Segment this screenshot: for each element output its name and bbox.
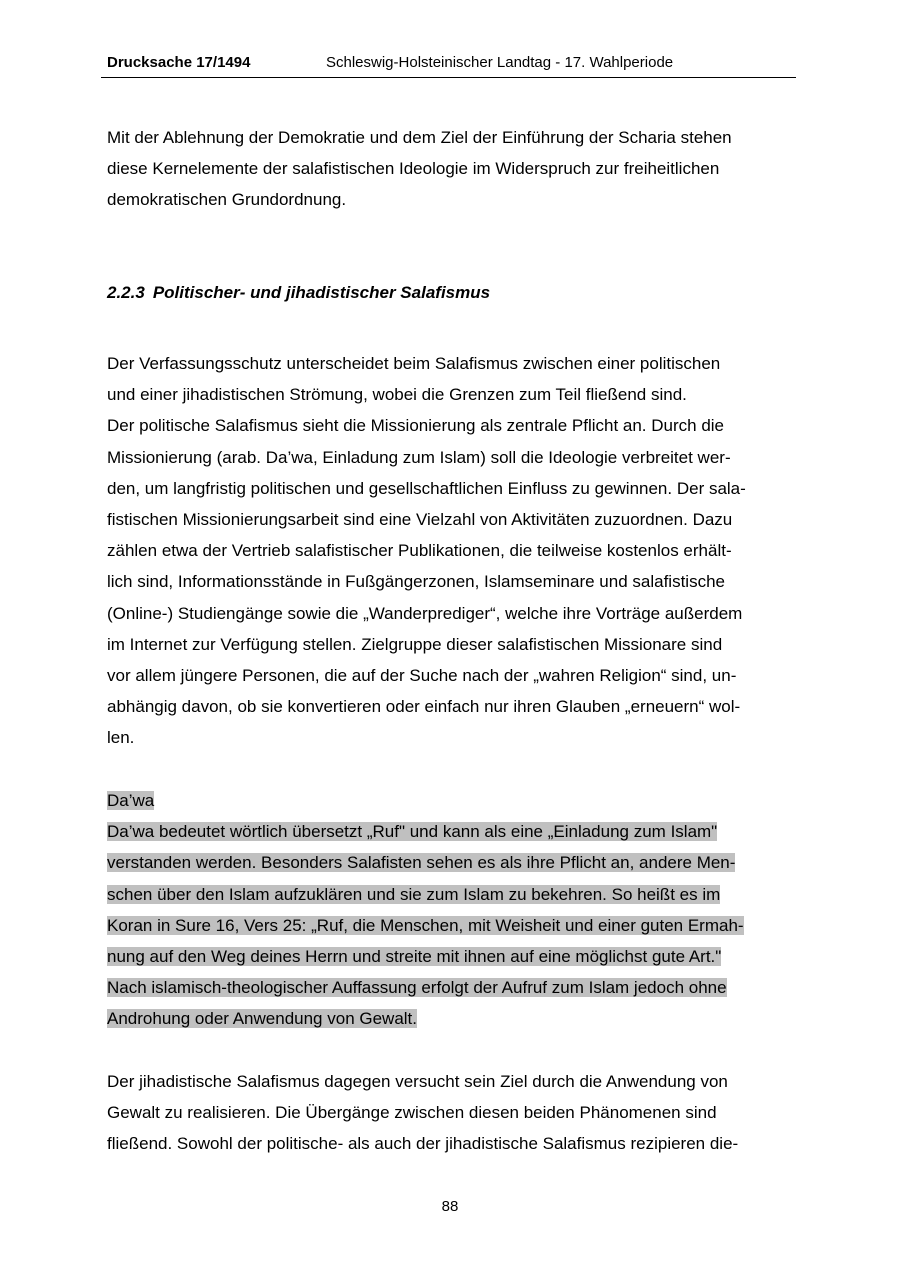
text-line: den, um langfristig politischen und gesellschaftlichen Einfluss zu gewinnen. Der sala- <box>107 478 746 498</box>
page-number: 88 <box>441 1198 459 1215</box>
closing-paragraph <box>107 1066 797 1160</box>
document-number: Drucksache 17/1494 <box>107 54 251 71</box>
intro-paragraph <box>107 122 797 216</box>
text-line: Mit der Ablehnung der Demokratie und dem Ziel der Einführung der Scharia stehen <box>107 128 732 147</box>
text-line: vor allem jüngere Personen, die auf der Suche nach der „wahren Religion“ sind, un- <box>107 666 737 686</box>
parliament-title: Schleswig-Holsteinischer Landtag - 17. Wahlperiode <box>326 54 674 71</box>
text-line: abhängig davon, ob sie konvertieren oder einfach nur ihren Glauben „erneuern“ wol- <box>107 697 741 717</box>
section-title: Politischer- und jihadistischer Salafismus <box>152 283 491 302</box>
text-line: zählen etwa der Vertrieb salafistischer Publikationen, die teilweise kostenlos erhält- <box>107 541 732 561</box>
text-line: len. <box>107 728 135 748</box>
text-line: lich sind, Informationsstände in Fußgängerzonen, Islamseminare und salafistische <box>107 572 725 592</box>
highlighted-line: Nach islamisch-theologischer Auffassung erfolgt der Aufruf zum Islam jedoch ohne <box>107 978 727 998</box>
text-line: demokratischen Grundordnung. <box>107 190 347 210</box>
highlighted-line: Androhung oder Anwendung von Gewalt. <box>107 1009 418 1029</box>
highlighted-line: verstanden werden. Besonders Salafisten sehen es als ihre Pflicht an, andere Men- <box>107 853 736 873</box>
text-line: Gewalt zu realisieren. Die Übergänge zwischen diesen beiden Phänomenen sind <box>107 1103 717 1123</box>
highlighted-line: schen über den Islam aufzuklären und sie zum Islam zu bekehren. So heißt es im <box>107 884 721 904</box>
page-header <box>101 52 796 78</box>
text-line: (Online-) Studiengänge sowie die „Wanderprediger“, welche ihre Vorträge außerdem <box>107 603 743 623</box>
text-line: im Internet zur Verfügung stellen. Zielgruppe dieser salafistischen Missionare sind <box>107 634 723 654</box>
text-line: Der politische Salafismus sieht die Missionierung als zentrale Pflicht an. Durch die <box>107 416 725 436</box>
text-line: Der jihadistische Salafismus dagegen versucht sein Ziel durch die Anwendung von <box>107 1072 728 1091</box>
highlighted-line: Koran in Sure 16, Vers 25: „Ruf, die Menschen, mit Weisheit und einer guten Ermah- <box>107 915 744 935</box>
highlighted-line: nung auf den Weg deines Herrn und streite mit ihnen auf eine möglichst gute Art." <box>107 947 722 967</box>
text-line: Missionierung (arab. Da’wa, Einladung zum Islam) soll die Ideologie verbreitet wer- <box>107 447 731 467</box>
text-line: Der Verfassungsschutz unterscheidet beim Salafismus zwischen einer politischen <box>107 354 721 373</box>
text-line: fließend. Sowohl der politische- als auch der jihadistische Salafismus rezipieren die- <box>107 1134 739 1154</box>
dawa-title: Da’wa <box>107 791 155 810</box>
text-line: fistischen Missionierungsarbeit sind eine Vielzahl von Aktivitäten zuzuordnen. Dazu <box>107 510 733 530</box>
main-paragraph <box>107 348 797 754</box>
dawa-highlight-box <box>107 785 797 1035</box>
section-heading <box>107 283 490 303</box>
section-number: 2.2.3 <box>107 283 145 302</box>
text-line: diese Kernelemente der salafistischen Ideologie im Widerspruch zur freiheitlichen <box>107 159 720 179</box>
highlighted-line: Da’wa bedeutet wörtlich übersetzt „Ruf" und kann als eine „Einladung zum Islam" <box>107 822 718 842</box>
text-line: und einer jihadistischen Strömung, wobei die Grenzen zum Teil fließend sind. <box>107 385 687 405</box>
